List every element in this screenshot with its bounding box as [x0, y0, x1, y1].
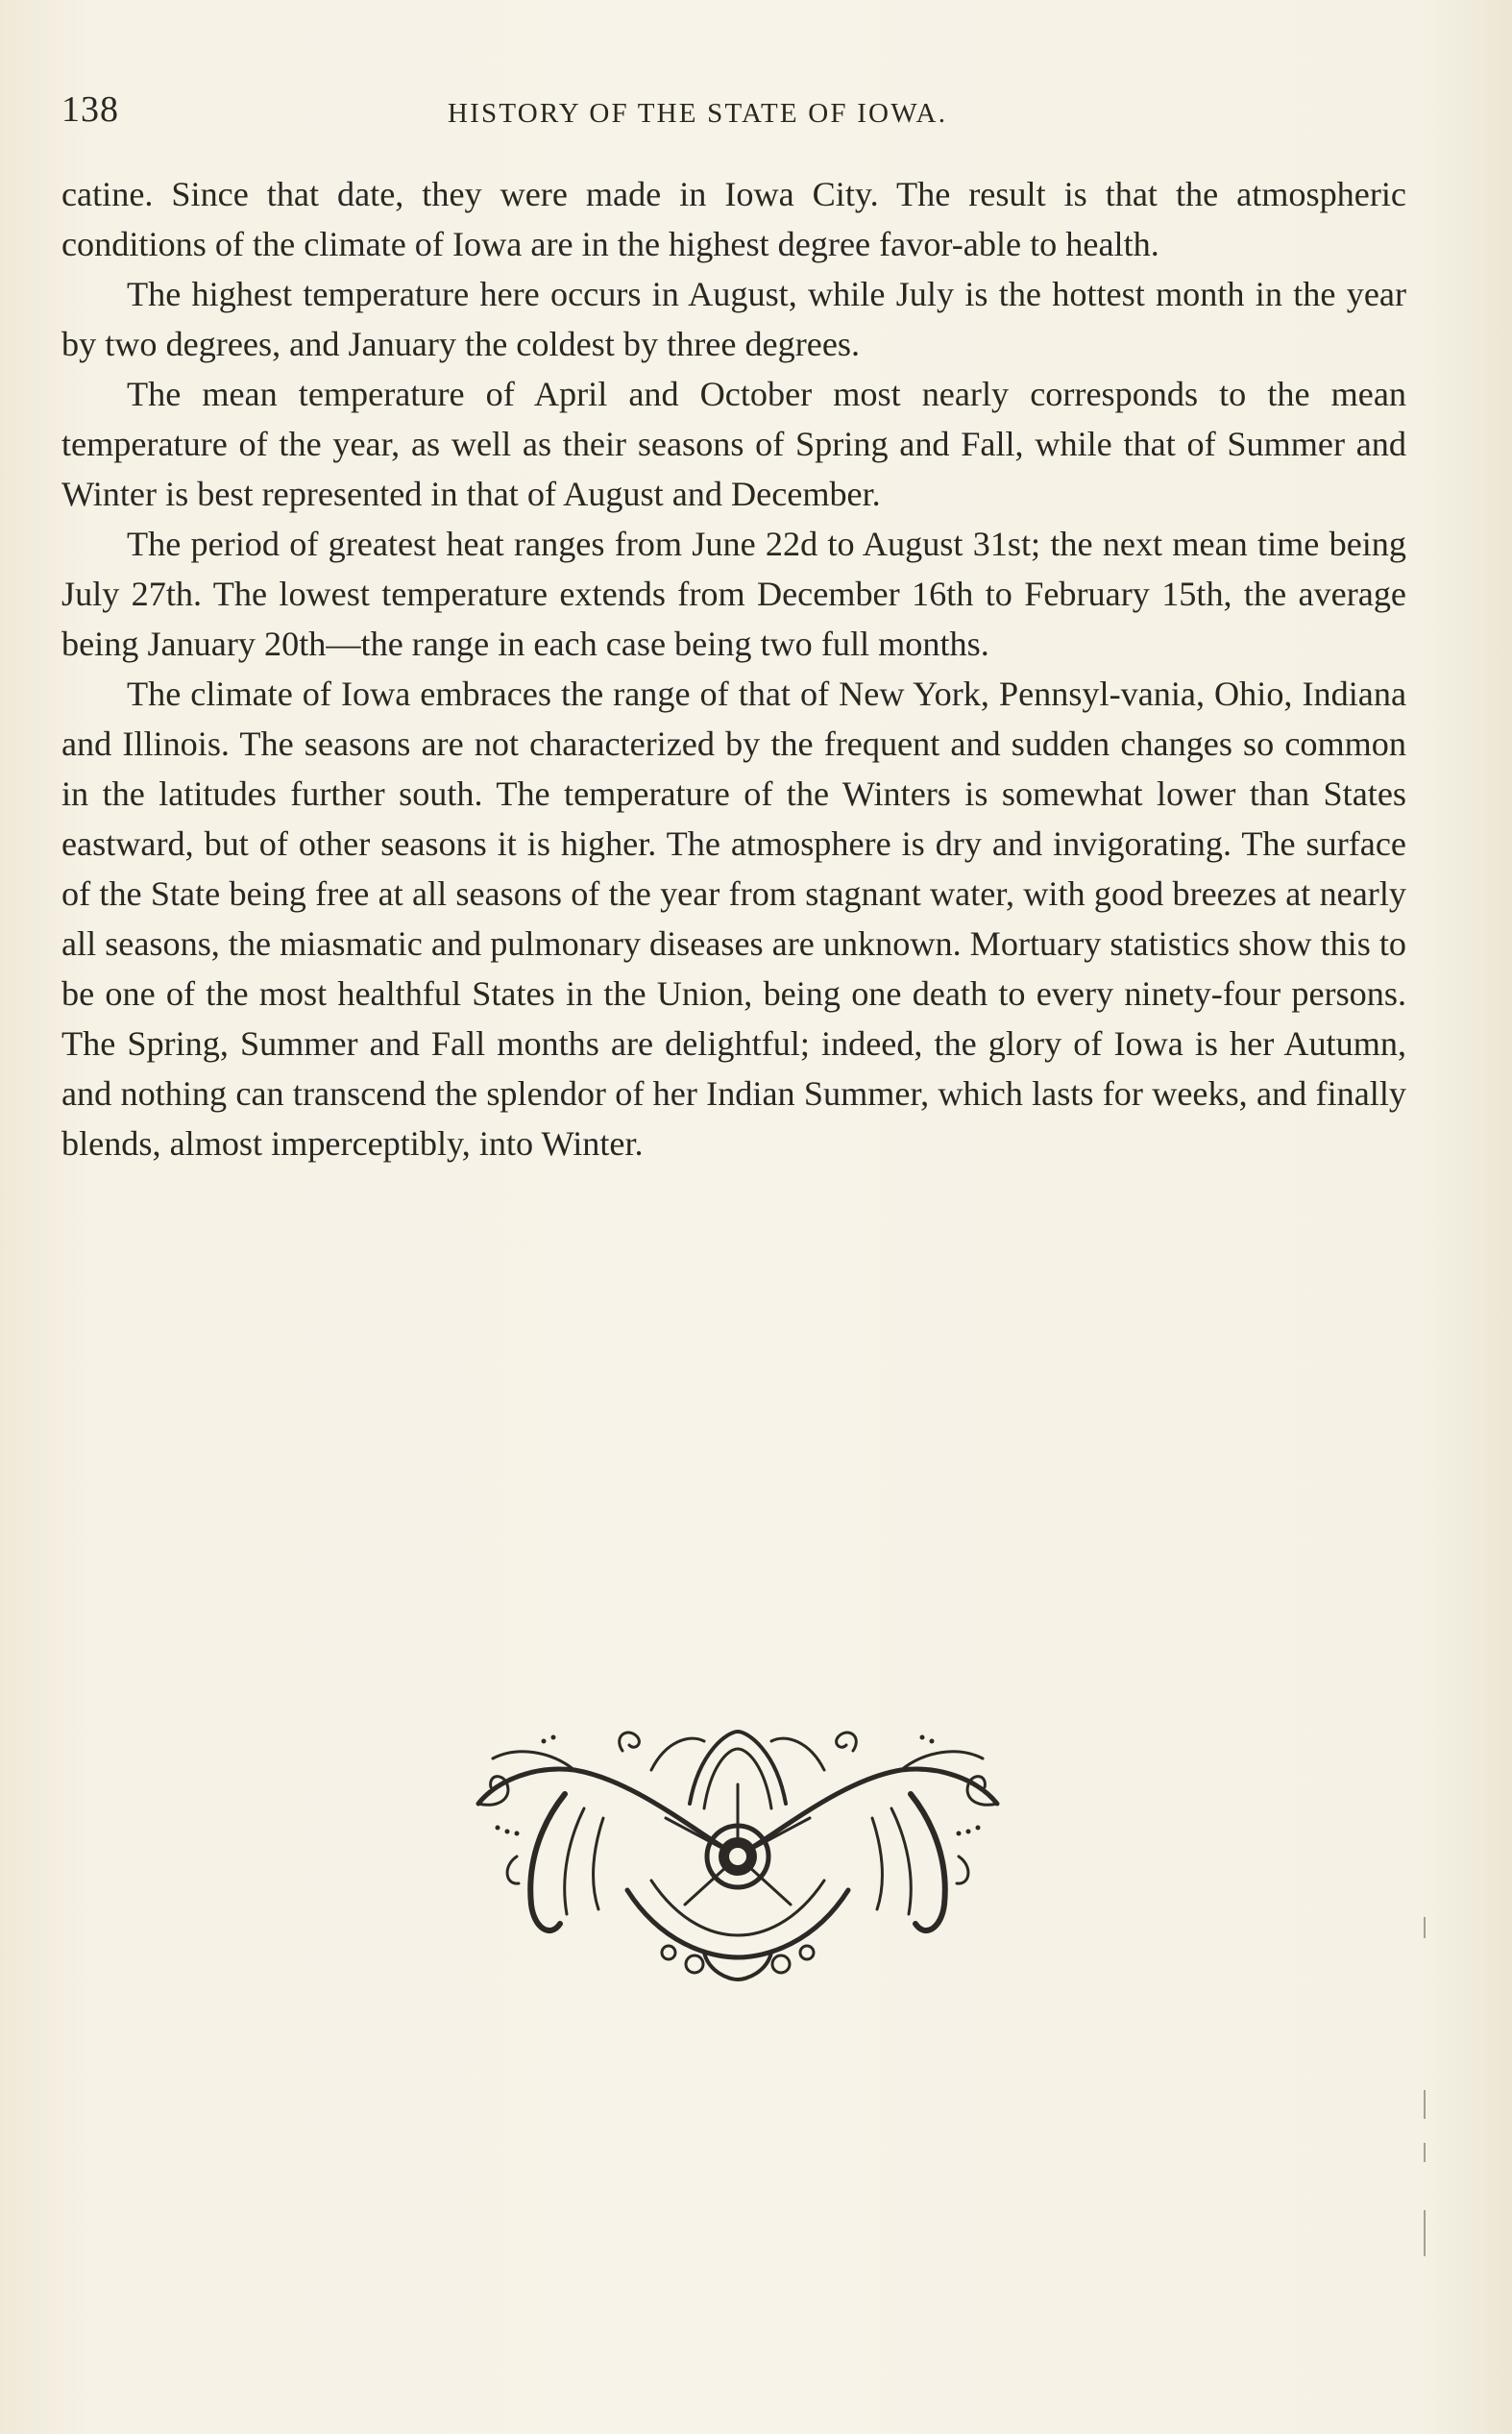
body-text [61, 169, 1406, 1168]
running-title: HISTORY OF THE STATE OF IOWA. [448, 98, 948, 129]
paragraph: The highest temperature here occurs in August, while July is the hottest month in the year by two degrees, and January the coldest by three degrees. [61, 275, 1406, 363]
page-header [61, 88, 1406, 146]
margin-mark [1424, 2143, 1426, 2162]
margin-mark [1424, 2090, 1426, 2119]
margin-mark [1424, 1917, 1426, 1938]
paragraph: The period of greatest heat ranges from June 22d to August 31st; the next mean time being July 27th. The lowest temperature extends from December 16th to February 15th, the average being January 20th—the range in each case being two full months. [61, 525, 1406, 663]
paragraph: The mean temperature of April and October most nearly corresponds to the mean temperature of the year, as well as their seasons of Spring and Fall, while that of Summer and Winter is best represented in that of August and December. [61, 375, 1406, 513]
page-number: 138 [61, 89, 119, 130]
decorative-tailpiece-icon [459, 1712, 1016, 1981]
margin-mark [1424, 2210, 1426, 2256]
paragraph: The climate of Iowa embraces the range of that of New York, Pennsyl-vania, Ohio, Indiana and Illinois. The seasons are not characterized by the frequent and sudden changes so common in the latitudes further south. The temperature of the Winters is somewhat lower than States eastward, but of other seasons it is higher. The atmosphere is dry and invigorating. The surface of the State being free at all seasons of the year from stagnant water, with good breezes at nearly all seasons, the miasmatic and pulmonary diseases are unknown. Mortuary statistics show this to be one of the most healthful States in the Union, being one death to every ninety-four persons. The Spring, Summer and Fall months are delightful; indeed, the glory of Iowa is her Autumn, and nothing can transcend the splendor of her Indian Summer, which lasts for weeks, and finally blends, almost imperceptibly, into Winter. [61, 675, 1407, 1163]
paragraph-continuation: catine. Since that date, they were made in Iowa City. The result is that the atmospheric conditions of the climate of Iowa are in the highest degree favor-able to health. [61, 175, 1406, 263]
